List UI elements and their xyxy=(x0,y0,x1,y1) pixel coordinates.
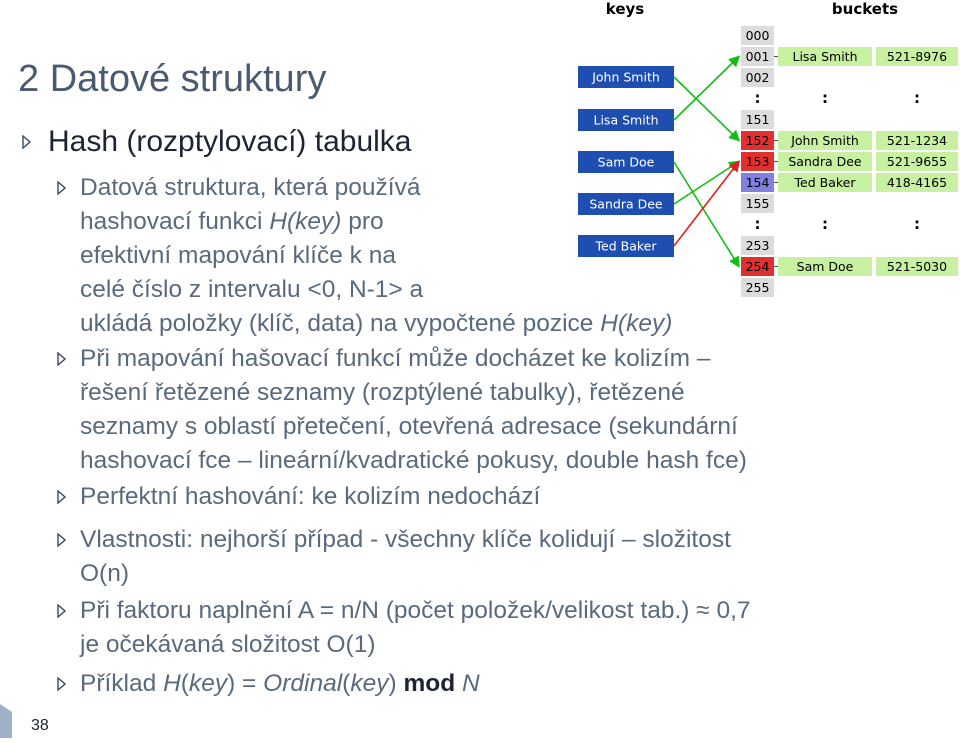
bullet-arrow-icon xyxy=(57,677,66,691)
text-line xyxy=(80,307,672,341)
bullet-arrow-icon xyxy=(57,352,66,366)
bullet-example xyxy=(80,667,480,701)
formula-span: H(key) xyxy=(600,310,673,337)
text-line: Při mapování hašovací funkcí může docházet ke kolizím – xyxy=(80,345,711,372)
key-label: John Smith xyxy=(592,69,660,85)
text-line xyxy=(80,667,480,701)
formula-span: Ordinal xyxy=(263,670,343,697)
hash-arrow xyxy=(674,57,739,121)
bullet-load-factor xyxy=(80,594,751,662)
key-label: Lisa Smith xyxy=(593,112,659,128)
text-line: řešení řetězené seznamy (rozptýlené tabulky), řetězené xyxy=(80,379,685,406)
bullet-collisions xyxy=(80,342,747,478)
index-label: 002 xyxy=(745,70,770,85)
text-line: Perfektní hashování: ke kolizím nedochází xyxy=(80,483,541,510)
bullet-hash-definition xyxy=(80,171,672,341)
bullet-properties xyxy=(80,523,731,591)
text-line: celé číslo z intervalu <0, N-1> a xyxy=(80,276,424,303)
hash-arrow xyxy=(674,162,739,247)
text-line: Vlastnosti: nejhorší případ - všechny klíče kolidují – složitost xyxy=(80,526,731,553)
text-line: seznamy s oblastí přetečení, otevřená adresace (sekundární xyxy=(80,413,738,440)
index-label: 255 xyxy=(745,280,770,295)
bullet-arrow-icon xyxy=(22,135,31,149)
hash-arrow xyxy=(674,162,739,205)
bucket-name: Sam Doe xyxy=(796,259,854,274)
bucket-phone: : xyxy=(914,89,920,107)
bucket-name: Ted Baker xyxy=(794,175,856,190)
index-label: 152 xyxy=(745,133,770,148)
bucket-name: : xyxy=(822,89,828,107)
formula-span: key xyxy=(350,670,389,697)
text-span: ( xyxy=(180,670,189,697)
bullet-perfect-hashing xyxy=(80,480,540,514)
index-label: 155 xyxy=(745,196,770,211)
page-number: 38 xyxy=(31,717,49,734)
text-line: Datová struktura, která používá xyxy=(80,174,421,201)
text-span: ) = xyxy=(227,670,264,697)
bucket-phone: 521-8976 xyxy=(886,49,948,64)
bucket-phone: 418-4165 xyxy=(886,175,948,190)
text-line xyxy=(80,205,672,239)
index-label: 000 xyxy=(745,28,770,43)
text-line: hashovací fce – lineární/kvadratické pokusy, double hash fce) xyxy=(80,447,747,474)
bucket-name: : xyxy=(822,215,828,233)
index-label: 154 xyxy=(745,175,770,190)
corner-decoration xyxy=(0,704,12,738)
index-label: 253 xyxy=(745,238,770,253)
text-line: O(n) xyxy=(80,560,129,587)
text-span: ( xyxy=(342,670,351,697)
text-span: Příklad xyxy=(80,670,164,697)
key-label: Sandra Dee xyxy=(589,196,663,212)
index-label: 001 xyxy=(745,49,770,64)
slide-title: 2 Datové struktury xyxy=(18,58,327,100)
heading-hash-table: Hash (rozptylovací) tabulka xyxy=(48,125,412,158)
bullet-arrow-icon xyxy=(57,604,66,618)
bullet-arrow-icon xyxy=(57,181,66,195)
text-line: je očekávaná složitost O(1) xyxy=(80,631,376,658)
formula-span: H xyxy=(163,670,181,697)
text-span: ) xyxy=(388,670,404,697)
text-span: hashovací funkci xyxy=(80,208,270,235)
index-label: 254 xyxy=(745,259,770,274)
hash-arrow xyxy=(674,162,739,267)
bucket-phone: 521-9655 xyxy=(886,154,948,169)
formula-span: H(key) xyxy=(269,208,342,235)
index-label: : xyxy=(754,89,761,107)
bullet-arrow-icon xyxy=(57,490,66,504)
bullet-arrow-icon xyxy=(57,533,66,547)
index-label: 153 xyxy=(745,154,770,169)
key-label: Sam Doe xyxy=(597,154,655,170)
text-line: efektivní mapování klíče k na xyxy=(80,242,396,269)
bucket-name: Lisa Smith xyxy=(792,49,858,64)
index-label: : xyxy=(754,215,761,233)
key-label: Ted Baker xyxy=(595,238,657,254)
bucket-name: John Smith xyxy=(791,133,859,148)
bucket-phone: : xyxy=(914,215,920,233)
keyword-span: mod xyxy=(403,670,456,697)
bucket-name: Sandra Dee xyxy=(788,154,862,169)
bucket-phone: 521-5030 xyxy=(886,259,948,274)
text-span: pro xyxy=(341,208,384,235)
formula-span: key xyxy=(188,670,228,697)
keys-label: keys xyxy=(605,0,645,18)
formula-span: N xyxy=(455,670,480,697)
text-span: ukládá položky (klíč, data) na vypočtené pozice xyxy=(80,310,601,337)
buckets-label: buckets xyxy=(831,0,899,18)
text-line: Při faktoru naplnění A = n/N (počet položek/velikost tab.) ≈ 0,7 xyxy=(80,597,751,624)
hash-arrow xyxy=(674,77,739,141)
bucket-phone: 521-1234 xyxy=(886,133,948,148)
index-label: 151 xyxy=(745,112,770,127)
